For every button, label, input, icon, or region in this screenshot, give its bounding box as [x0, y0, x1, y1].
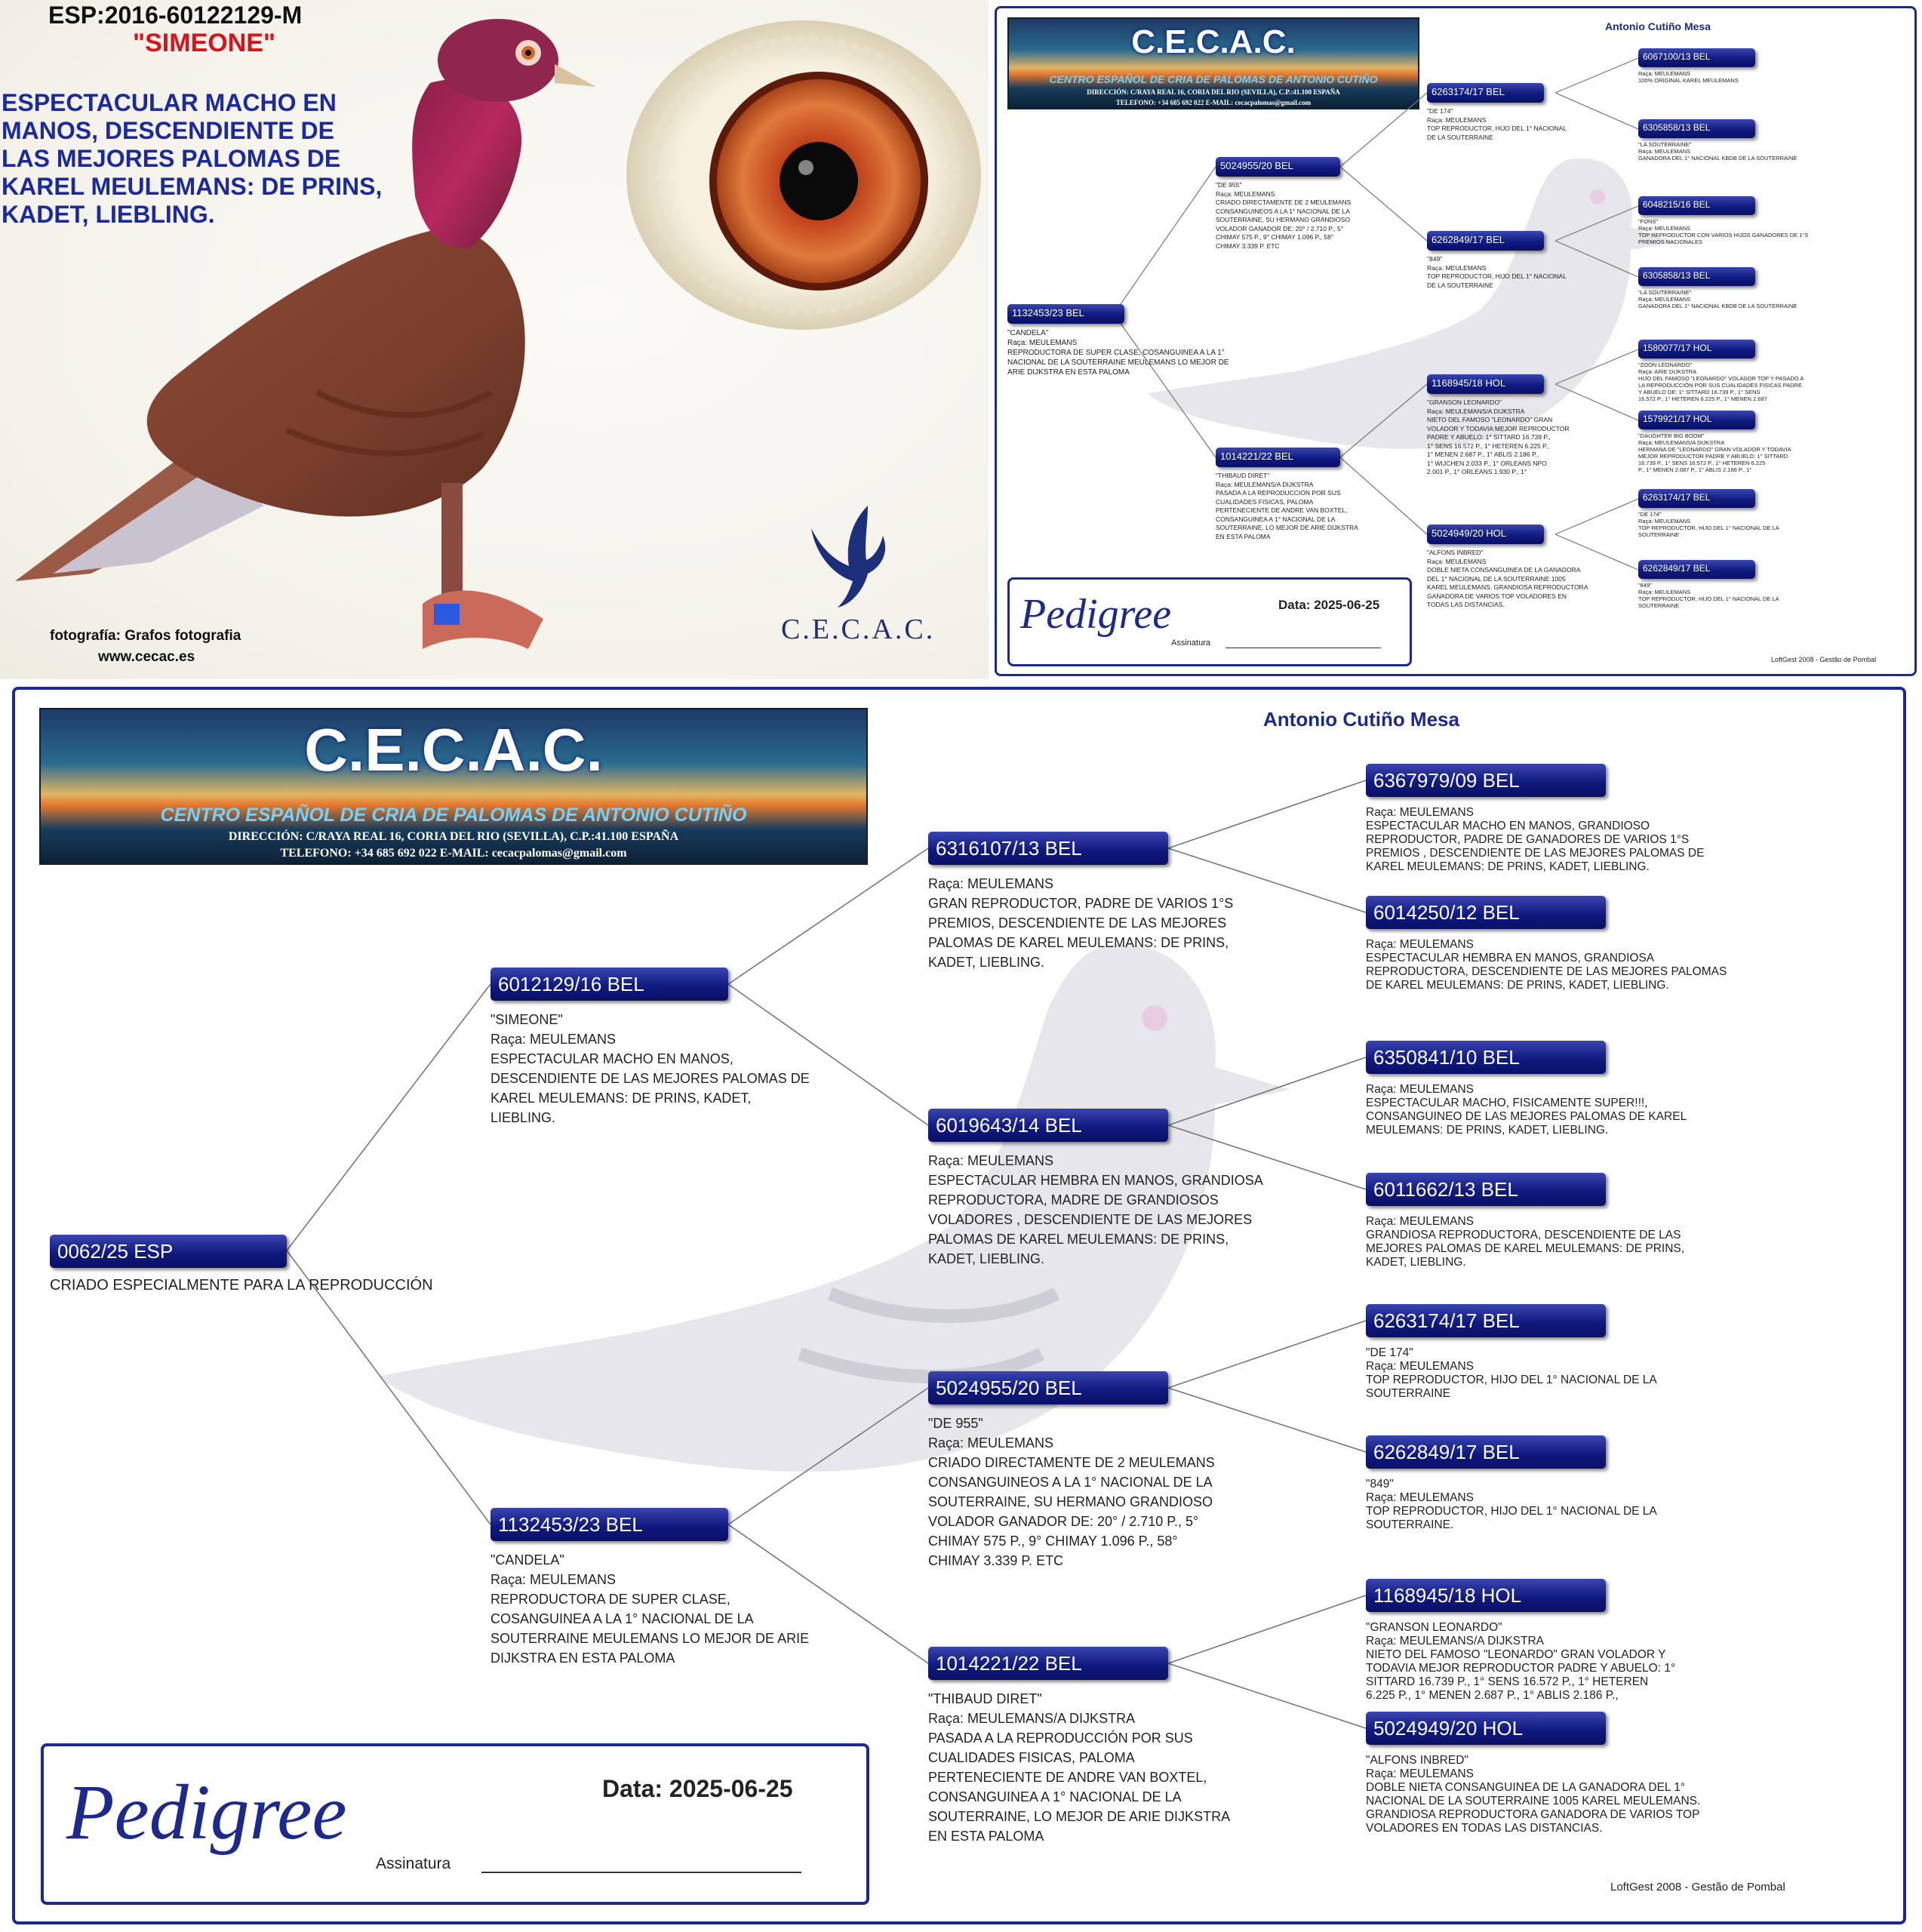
small-g3-ring[interactable]: 6067100/13 BEL: [1638, 48, 1755, 67]
small-g3-info: "DE 174" Raça: MEULEMANS TOP REPRODUCTOR, HIJO DEL 1° NACIONAL DE LA SOUTERRAINE: [1638, 511, 1779, 538]
signature-label: Assinatura: [376, 1855, 451, 1872]
photo-description-line: LAS MEJORES PALOMAS DE: [2, 145, 341, 172]
small-sd-info: "849" Raça: MEULEMANS TOP REPRODUCTOR, HIJO DEL 1° NACIONAL DE LA SOUTERRAINE: [1427, 255, 1567, 289]
small-g3-ring[interactable]: 6305858/13 BEL: [1638, 119, 1755, 138]
sire-dam-ring[interactable]: 6019643/14 BEL: [928, 1109, 1168, 1142]
pedigree-script-title: Pedigree: [1020, 591, 1172, 638]
software-footer: LoftGest 2008 - Gestão de Pombal: [1771, 656, 1877, 663]
owner-name: Antonio Cutiño Mesa: [1263, 708, 1459, 731]
small-pedigree-box: [1007, 577, 1412, 666]
small-g3-ring[interactable]: 6262849/17 BEL: [1638, 560, 1755, 579]
photo-description-line: MANOS, DESCENDIENTE DE: [2, 117, 334, 144]
big-pedigree-sheet: [12, 687, 1906, 1924]
small-dam-info: "THIBAUD DIRET" Raça: MEULEMANS/A DIJKSTRA PASADA A LA REPRODUCCIÓN POR SUS CUALIDADES FISICAS, PALOMA PERTENECIENTE DE ANDRE VAN BOXTEL, CONSANGUINEA A 1° NACIONAL DE LA SOUTERRAINE, LO MEJOR DE ARIE DIJKSTRA EN ESTA PALOMA: [1216, 472, 1358, 540]
sire-ring[interactable]: 6012129/16 BEL: [490, 968, 728, 1001]
signature-label: Assinatura: [1171, 638, 1210, 648]
small-subject-info: "CANDELA" Raça: MEULEMANS REPRODUCTORA DE SUPER CLASE, COSANGUINEA A LA 1° NACIONAL DE LA SOUTERRAINE MEULEMANS LO MEJOR DE ARIE DIJKSTRA EN ESTA PALOMA: [1007, 329, 1229, 377]
sire-sire-info: Raça: MEULEMANS GRAN REPRODUCTOR, PADRE DE VARIOS 1°S PREMIOS, DESCENDIENTE DE LAS MEJORES PALOMAS DE KAREL MEULEMANS: DE PRINS, KADET, LIEBLING.: [928, 876, 1234, 970]
sire-info: "SIMEONE" Raça: MEULEMANS ESPECTACULAR MACHO EN MANOS, DESCENDIENTE DE LAS MEJORES PALOMAS DE KAREL MEULEMANS: DE PRINS, KADET, LIEBLING.: [490, 1012, 810, 1125]
banner-contact: TELEFONO: +34 685 692 022 E-MAIL: cecacpalomas@gmail.com: [280, 847, 627, 860]
dam-dam-ring[interactable]: 1014221/22 BEL: [928, 1647, 1168, 1680]
owner-name: Antonio Cutiño Mesa: [1605, 20, 1711, 32]
g3-info: Raça: MEULEMANS ESPECTACULAR HEMBRA EN MANOS, GRANDIOSA REPRODUCTORA, DESCENDIENTE DE LAS MEJORES PALOMAS DE KAREL MEULEMANS: DE PRINS, KADET, LIEBLING.: [1366, 938, 1727, 992]
banner-subtitle: CENTRO ESPAÑOL DE CRIA DE PALOMAS DE ANTONIO CUTIÑO: [1049, 73, 1378, 85]
g3-ring[interactable]: 6011662/13 BEL: [1366, 1173, 1606, 1206]
subject-info: CRIADO ESPECIALMENTE PARA LA REPRODUCCIÓN: [50, 1277, 433, 1294]
small-ss-ring[interactable]: 6263174/17 BEL: [1427, 83, 1544, 103]
small-g3-info: "849" Raça: MEULEMANS TOP REPRODUCTOR, HIJO DEL 1° NACIONAL DE LA SOUTERRAINE: [1638, 582, 1779, 609]
leg-ring: [434, 604, 460, 625]
g3-ring[interactable]: 6014250/12 BEL: [1366, 896, 1606, 929]
software-footer: LoftGest 2008 - Gestão de Pombal: [1610, 1881, 1785, 1894]
pigeon-photo-panel: [0, 0, 989, 679]
banner-title: C.E.C.A.C.: [1131, 23, 1296, 60]
small-ds-ring[interactable]: 1168945/18 HOL: [1427, 374, 1544, 394]
small-ss-info: "DE 174" Raça: MEULEMANS TOP REPRODUCTOR, HIJO DEL 1° NACIONAL DE LA SOUTERRAINE: [1427, 107, 1567, 141]
small-g3-ring[interactable]: 6305858/13 BEL: [1638, 267, 1755, 286]
g3-ring[interactable]: 5024949/20 HOL: [1366, 1712, 1606, 1745]
g3-ring[interactable]: 6262849/17 BEL: [1366, 1435, 1606, 1469]
photo-ring-number: ESP:2016-60122129-M: [48, 2, 303, 29]
small-g3-ring[interactable]: 1579921/17 HOL: [1638, 411, 1755, 429]
g3-ring[interactable]: 1168945/18 HOL: [1366, 1579, 1606, 1612]
dam-sire-ring[interactable]: 5024955/20 BEL: [928, 1371, 1168, 1404]
small-dam-ring[interactable]: 1014221/22 BEL: [1216, 448, 1340, 467]
banner-subtitle: CENTRO ESPAÑOL DE CRIA DE PALOMAS DE ANTONIO CUTIÑO: [160, 804, 747, 826]
g3-info: "GRANSON LEONARDO" Raça: MEULEMANS/A DIJKSTRA NIETO DEL FAMOSO "LEONARDO" GRAN VOLADOR Y TODAVIA MEJOR REPRODUCTOR PADRE Y ABUELO: 1° SITTARD 16.739 P., 1° SENS 16.572 P., 1° HETEREN 6.225 P., 1° MENEN 2.687 P., 1° ABLIS 2.186 P.,: [1366, 1621, 1676, 1702]
dam-ring[interactable]: 1132453/23 BEL: [490, 1508, 728, 1541]
small-g3-info: "DAUGHTER BIG BOOM" Raça: MEULEMANS/A DIJKSTRA HERMANA DE "LEONARDO" GRAN VOLADOR Y TODAVIA MEJOR REPRODUCTOR PADRE Y ABUELO: 1° SITTARD 16.739 P., 1° SENS 16.572 P., 1° HETEREN 6.225 P., 1° MENEN 2.687 P., 1° ABLIS 2.186 P., 1°: [1638, 432, 1791, 473]
g3-info: Raça: MEULEMANS ESPECTACULAR MACHO, FISICAMENTE SUPER!!!, CONSANGUINEO DE LAS MEJORES PALOMAS DE KAREL MEULEMANS: DE PRINS, KADET, LIEBLING.: [1366, 1083, 1687, 1137]
photo-website: www.cecac.es: [98, 649, 195, 665]
photo-nickname: "SIMEONE": [133, 29, 276, 57]
photo-description-line: KAREL MEULEMANS: DE PRINS,: [2, 173, 383, 200]
banner-contact: TELEFONO: +34 685 692 022 E-MAIL: cecacpalomas@gmail.com: [1115, 99, 1312, 106]
pedigree-date: Data: 2025-06-25: [602, 1775, 793, 1802]
g3-ring[interactable]: 6367979/09 BEL: [1366, 764, 1606, 797]
small-ds-info: "GRANSON LEONARDO" Raça: MEULEMANS/A DIJKSTRA NIETO DEL FAMOSO "LEONARDO" GRAN VOLADOR Y TODAVIA MEJOR REPRODUCTOR PADRE Y ABUELO: 1° SITTARD 16.739 P., 1° SENS 16.572 P., 1° HETEREN 6.225 P., 1° MENEN 2.687 P., 1° ABLIS 2.186 P., 1° WIJCHEN 2.033 P., 1° ORLEANS NPO 2.001 P., 1° ORLEANS 1.930 P., 1°: [1427, 398, 1570, 475]
dam-sire-info: "DE 955" Raça: MEULEMANS CRIADO DIRECTAMENTE DE 2 MEULEMANS CONSANGUINEOS A LA 1° NACIONAL DE LA SOUTERRAINE, SU HERMANO GRANDIOSO VOLADOR GANADOR DE: 20° / 2.710 P., 5° CHIMAY 575 P., 9° CHIMAY 1.096 P., 58° CHIMAY 3.339 P. ETC: [928, 1416, 1215, 1568]
small-g3-ring[interactable]: 6263174/17 BEL: [1638, 489, 1755, 508]
small-g3-ring[interactable]: 1580077/17 HOL: [1638, 340, 1755, 358]
small-sd-ring[interactable]: 6262849/17 BEL: [1427, 231, 1544, 251]
eye-closeup: [626, 20, 981, 330]
photo-credit: fotografía: Grafos fotografia: [50, 628, 241, 644]
g3-info: "849" Raça: MEULEMANS TOP REPRODUCTOR, HIJO DEL 1° NACIONAL DE LA SOUTERRAINE.: [1366, 1478, 1657, 1531]
small-subject-ring[interactable]: 1132453/23 BEL: [1007, 304, 1124, 324]
g3-info: "DE 174" Raça: MEULEMANS TOP REPRODUCTOR, HIJO DEL 1° NACIONAL DE LA SOUTERRAINE: [1366, 1346, 1657, 1400]
sire-sire-ring[interactable]: 6316107/13 BEL: [928, 832, 1168, 865]
banner-title: C.E.C.A.C.: [304, 716, 603, 783]
small-g3-info: "FONS" Raça: MEULEMANS TOP REPRODUCTOR CON VARIOS HIJOS GANADORES DE 1°S PREMIOS NACIONALES: [1638, 218, 1809, 245]
dam-dam-info: "THIBAUD DIRET" Raça: MEULEMANS/A DIJKSTRA PASADA A LA REPRODUCCIÓN POR SUS CUALIDADES FISICAS, PALOMA PERTENECIENTE DE ANDRE VAN BOXTEL, CONSANGUINEA A 1° NACIONAL DE LA SOUTERRAINE, LO MEJOR DE ARIE DIJKSTRA EN ESTA PALOMA: [928, 1691, 1231, 1844]
cecac-logo-text: C.E.C.A.C.: [781, 614, 936, 645]
small-g3-info: Raça: MEULEMANS 100% ORIGINAL KAREL MEULEMANS: [1638, 70, 1739, 84]
subject-ring[interactable]: 0062/25 ESP: [50, 1235, 287, 1268]
small-dd-ring[interactable]: 5024949/20 HOL: [1427, 525, 1544, 544]
small-g3-info: "LA SOUTERRAINE" Raça: MEULEMANS GANADORA DEL 1° NACIONAL KBDB DE LA SOUTERRAINE: [1638, 289, 1797, 309]
signature-line[interactable]: [481, 1872, 801, 1873]
small-g3-ring[interactable]: 6048215/16 BEL: [1638, 196, 1755, 215]
g3-ring[interactable]: 6263174/17 BEL: [1366, 1304, 1606, 1337]
banner-address: DIRECCIÓN: C/RAYA REAL 16, CORIA DEL RIO (SEVILLA), C.P.:41.100 ESPAÑA: [1087, 88, 1340, 96]
banner-address: DIRECCIÓN: C/RAYA REAL 16, CORIA DEL RIO (SEVILLA), C.P.:41.100 ESPAÑA: [228, 830, 679, 843]
small-g3-info: "ZOON LEONARDO" Raça: ARIE DIJKSTRA HIJO DEL FAMOSO "LEONARDO" VOLADOR TOP Y PASADO A LA REPRODUCCIÓN POR SUS CUALIDADES FISICAS PADRE Y ABUELO DE: 1° SITTARD 16.739 P., 1° SENS 16.572 P., 1° HETEREN 6.225 P., 1° MENEN 2.687: [1638, 361, 1804, 402]
photo-description-line: KADET, LIEBLING.: [2, 201, 215, 228]
small-dd-info: "ALFONS INBRED" Raça: MEULEMANS DOBLE NIETA CONSANGUINEA DE LA GANADORA DEL 1° NACIONAL DE LA SOUTERRAINE 1005 KAREL MEULEMANS. GRANDIOSA REPRODUCTORA GANADORA DE VARIOS TOP VOLADORES EN TODAS LAS DISTANCIAS.: [1427, 549, 1588, 608]
dove-logo-icon: [807, 498, 890, 611]
small-sire-ring[interactable]: 5024955/20 BEL: [1216, 157, 1340, 177]
small-g3-info: "LA SOUTERRAINE" Raça: MEULEMANS GANADORA DEL 1° NACIONAL KBDB DE LA SOUTERRAINE: [1638, 141, 1797, 162]
small-pedigree-sheet: [995, 6, 1917, 676]
pedigree-date: Data: 2025-06-25: [1278, 598, 1380, 612]
g3-info: Raça: MEULEMANS ESPECTACULAR MACHO EN MANOS, GRANDIOSO REPRODUCTOR, PADRE DE GANADORES DE VARIOS 1°S PREMIOS , DESCENDIENTE DE LAS MEJORES PALOMAS DE KAREL MEULEMANS: DE PRINS, KADET, LIEBLING.: [1366, 806, 1705, 873]
pedigree-script-title: Pedigree: [66, 1769, 347, 1856]
pedigree-box: [41, 1743, 869, 1905]
photo-description-line: ESPECTACULAR MACHO EN: [2, 89, 337, 116]
sire-dam-info: Raça: MEULEMANS ESPECTACULAR HEMBRA EN MANOS, GRANDIOSA REPRODUCTORA, MADRE DE GRANDIOSOS VOLADORES , DESCENDIENTE DE LAS MEJORES PALOMAS DE KAREL MEULEMANS: DE PRINS, KADET, LIEBLING.: [928, 1153, 1263, 1266]
small-sire-info: "DE 955" Raça: MEULEMANS CRIADO DIRECTAMENTE DE 2 MEULEMANS CONSANGUINEOS A LA 1° NACIONAL DE LA SOUTERRAINE, SU HERMANO GRANDIOSO VOLADOR GANADOR DE: 20° / 2.710 P., 5° CHIMAY 575 P., 9° CHIMAY 1.096 P., 58° CHIMAY 3.339 P. ETC: [1216, 181, 1352, 250]
g3-ring[interactable]: 6350841/10 BEL: [1366, 1041, 1606, 1074]
dam-info: "CANDELA" Raça: MEULEMANS REPRODUCTORA DE SUPER CLASE, COSANGUINEA A LA 1° NACIONAL DE LA SOUTERRAINE MEULEMANS LO MEJOR DE ARIE DIJKSTRA EN ESTA PALOMA: [490, 1552, 810, 1666]
g3-info: Raça: MEULEMANS GRANDIOSA REPRODUCTORA, DESCENDIENTE DE LAS MEJORES PALOMAS DE KAREL MEULEMANS: DE PRINS, KADET, LIEBLING.: [1366, 1215, 1685, 1269]
g3-info: "ALFONS INBRED" Raça: MEULEMANS DOBLE NIETA CONSANGUINEA DE LA GANADORA DEL 1° NACIONAL DE LA SOUTERRAINE 1005 KAREL MEULEMANS. GRANDIOSA REPRODUCTORA GANADORA DE VARIOS TOP VOLADORES EN TODAS LAS DISTANCIAS.: [1366, 1754, 1701, 1835]
